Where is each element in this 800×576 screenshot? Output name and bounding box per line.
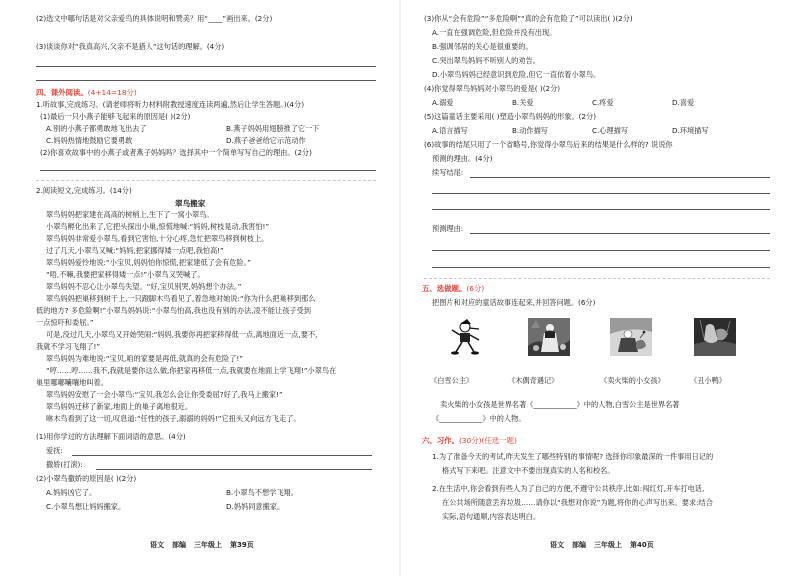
option-d[interactable]: D.妈妈同意搬家。 [226, 502, 285, 511]
passage-line: “哼……哼……我不,我就是要你这么做,你把家再移低一点,我就要在地面上学飞翔!”小翠鸟在 [46, 366, 337, 375]
section-label: 五、选做题。 [422, 284, 467, 293]
book-title-pinocchio[interactable]: 《木偶奇遇记》 [508, 376, 559, 385]
option-b[interactable]: B.关爱 [512, 98, 534, 107]
match-girl-picture[interactable] [610, 318, 652, 356]
reading-question: 2.阅读短文,完成练习。(14分) [36, 186, 132, 195]
passage-line: 咻木鸟看到了这一切,叹息道:“任性的孩子,溺溺的妈妈!”它扭头又向远方飞走了。 [46, 414, 301, 423]
continuation-label: 续写结尾: [432, 168, 464, 177]
passage-line: 翠鸟妈妈把巢移到树干上,一只蹬脚木鸟看见了,着急地对她说:“你为什么把巢移到那么 [46, 294, 316, 303]
footer-grade: 三年级上 [594, 541, 622, 549]
listen-sub-2: (2)你喜欢故事中的小燕子或者燕子妈妈吗？选择其中一个简单写写自己的理由。(2分) [40, 148, 312, 157]
answer-line[interactable] [36, 80, 376, 81]
footer-page-number: 第40页 [630, 541, 654, 549]
fill-blank-1[interactable]: 卖火柴的小女孩是世界名著《____________》中的人物,白雪公主是世界名著 [440, 400, 680, 409]
word-1-label: 爱抚: [46, 446, 63, 455]
passage-line: 翠鸟妈妈为难地说:“宝贝,咱的家要是再低,就真的会有危险了!” [46, 354, 244, 363]
passage-line: 翠鸟妈妈迁移了新家,地面上的巢子离地很近。 [46, 402, 193, 411]
page-footer [150, 540, 262, 550]
option-d[interactable]: D.环境描写 [672, 126, 709, 135]
option-d[interactable]: D.小翠鸟妈妈已经意识到危险,但它一直依着小翠鸟。 [432, 70, 601, 79]
footer-subject: 语文 [550, 541, 564, 549]
word-2-answer[interactable] [96, 469, 372, 470]
page-footer [550, 540, 662, 550]
book-title-ugly-duckling[interactable]: 《丑小鸭》 [690, 376, 726, 385]
footer-subject: 语文 [150, 541, 164, 549]
passage-line: 一点惊吓和委屈。” [36, 318, 94, 327]
ugly-duckling-picture[interactable] [694, 318, 736, 356]
ugly-duckling-illustration [694, 318, 736, 356]
answer-line[interactable] [470, 177, 770, 178]
answer-line[interactable] [470, 233, 770, 234]
question-2: (2)选文中哪句话是对父亲爱鸟的具体说明和赞美？用“____”画出来。(2分) [36, 14, 273, 23]
question-5: (5)这篇童话主要采用( )塑造小翠鸟妈妈的形象。(2分) [424, 112, 597, 121]
match-girl-illustration [610, 318, 652, 356]
answer-line[interactable] [432, 267, 770, 268]
passage-line: 我就不学习飞翔了!” [36, 342, 101, 351]
listen-question: 1.听故事,完成练习。(请老师将听力材料附教授速度连读两遍,然后让学生答题。)(4分) [36, 100, 304, 109]
divider [36, 180, 376, 181]
passage-title: 翠鸟搬家 [175, 199, 206, 208]
passage-line: 翠鸟妈妈把家建在高高的树梢上,生下了一窝小翠鸟。 [46, 210, 214, 219]
answer-line[interactable] [432, 250, 770, 251]
option-b[interactable]: B.燕子妈妈用翅膀推了它一下 [226, 124, 320, 133]
book-title-match-girl[interactable]: 《卖火柴的小女孩》 [600, 376, 665, 385]
option-a[interactable]: A.语言描写 [432, 126, 468, 135]
passage-line: 翠鸟妈妈非常爱小翠鸟,看到它害怕,十分心疼,急忙把翠鸟移到树枝上。 [46, 234, 269, 243]
option-b[interactable]: B.小翠鸟不想学飞翔。 [226, 488, 298, 497]
option-a[interactable]: A.别的小燕子都勇敢地飞出去了 [46, 124, 147, 133]
reading-sub-1: (1)用你学过的方法理解下面词语的意思。(4分) [36, 432, 186, 441]
writing-prompt-2-cont: 实际,语句通顺,内容表达明白。 [442, 512, 541, 521]
instruction: 把图片和对应的童话故事连起来,并回答问题。(6分) [432, 298, 596, 307]
option-c[interactable]: C.疼爱 [592, 98, 614, 107]
passage-line: 小翠鸟孵化出来了,它把头探出小巢,惊慌地喊:“妈妈,树枝晃动,我害怕!” [46, 222, 270, 231]
answer-line[interactable] [36, 66, 376, 67]
footer-edition: 部编 [572, 541, 586, 549]
passage-line: 过了几天,小翠鸟又喊:“妈妈,把家挪得矮一点吧,我怕高!” [46, 246, 224, 255]
writing-prompt-2-cont: 在公共场所随意丢弃垃圾……请你以“我想对你说”为题,将你的心声写出来。要求:结合 [442, 498, 713, 507]
option-c[interactable]: C.小翠鸟想让妈妈搬家。 [46, 502, 126, 511]
option-a[interactable]: A.妈妈凶它了。 [46, 488, 97, 497]
section-points: (4+14=18分) [87, 88, 137, 97]
section-6-heading [422, 436, 517, 445]
answer-line[interactable] [432, 193, 770, 194]
option-b[interactable]: B.强调邻居的关心是很重要的。 [432, 42, 533, 51]
word-2-label: 撒娇(打滚): [46, 460, 83, 469]
section-points: (30分)(任选一题) [458, 436, 517, 445]
pinocchio-picture[interactable] [446, 318, 488, 356]
question-6-cont: 预测的理由。(4分) [432, 154, 493, 163]
option-d[interactable]: D.喜爱 [672, 98, 695, 107]
question-6: (6)故事的结尾只用了一个省略号,你觉得小翠鸟后来的结果是什么样的? 说说你 [424, 140, 673, 149]
snow-white-picture[interactable] [528, 318, 570, 356]
answer-line[interactable] [40, 170, 376, 171]
answer-line[interactable] [432, 209, 770, 210]
option-d[interactable]: D.燕子爸爸给它示范动作 [226, 136, 306, 145]
question-3: (3)你从“会有危险”“多危险啊”“真的会有危险了”可以读出( )(2分) [424, 14, 633, 23]
passage-line: 翠鸟妈妈爱怜地说:“小宝贝,妈妈怕你惊慌,把家建低了会有危险。” [46, 258, 251, 267]
pinocchio-illustration [446, 318, 488, 356]
option-c[interactable]: C.妈妈热情地鼓励它要勇敢 [46, 136, 133, 145]
right-page [400, 0, 800, 576]
passage-line: 低的地方? 多危险啊!”小翠鸟妈妈说:“小翠鸟怕高,我也没有别的办法,凌不能让孩子受到 [36, 306, 311, 315]
section-label: 六、习作。 [422, 436, 459, 445]
writing-prompt-1-cont: 格式写下来吧。注意文中不要出现真实的人名和校名。 [442, 466, 615, 475]
snow-white-illustration [528, 318, 570, 356]
listen-sub-1: (1)最后一只小燕子能够飞起来的原因是( )(2分) [40, 112, 191, 121]
reading-sub-2: (2)小翠鸟撒娇的原因是( )(2分) [36, 474, 137, 483]
option-a[interactable]: A.一直在强调危险,但危险并没有出现。 [432, 28, 557, 37]
option-c[interactable]: C.心理描写 [592, 126, 629, 135]
word-1-answer[interactable] [72, 455, 372, 456]
footer-page-number: 第39页 [230, 541, 254, 549]
section-5-heading [422, 284, 484, 293]
option-b[interactable]: B.动作描写 [512, 126, 548, 135]
passage-line: 可是,没过几天,小翠鸟又开始哭闹:“妈妈,我要你再把家移得低一点,离地面近一点,要不, [46, 330, 318, 339]
book-title-snow-white[interactable]: 《白雪公主》 [430, 376, 474, 385]
divider [424, 278, 770, 279]
passage-line: 翠鸟妈妈不忍心让小翠鸟失望。“好,宝贝别哭,妈妈想个办法。” [46, 282, 242, 291]
reason-label: 预测理由: [432, 224, 464, 233]
passage-line: “唔,不嘛,我要把家移得矮一点!”小翠鸟又哭喊了。 [46, 270, 205, 279]
question-3: (3)谈谈你对“我真高兴,父亲不是猎人”这句话的理解。(4分) [36, 42, 225, 51]
question-4: (4)你觉得翠鸟妈妈对小翠鸟的爱是( )(2分) [424, 84, 561, 93]
section-points: (6分) [466, 284, 485, 293]
option-a[interactable]: A.溺爱 [432, 98, 454, 107]
footer-grade: 三年级上 [194, 541, 222, 549]
fill-blank-2[interactable]: 《____________》中的人物。 [432, 414, 526, 423]
option-c[interactable]: C.突出翠鸟妈妈不听别人的劝告。 [432, 56, 540, 65]
writing-prompt-2: 2.在生活中,你会看到有些人为了自己的方便,不遵守公共秩序,比如:闯红灯,开车打电话, [432, 484, 705, 493]
writing-prompt-1: 1.为了准备今天的考试,昨天发生了哪些特别的事情呢? 选择你印象最深的一件事用日记的 [432, 452, 714, 461]
section-label: 四、课外阅读。 [36, 88, 88, 97]
footer-edition: 部编 [172, 541, 186, 549]
section-4-heading [36, 88, 137, 97]
passage-line: 巢里哪嘟囔嚷地叫着。 [36, 378, 108, 387]
passage-line: 翠鸟妈妈安慰了一会小翠鸟:“宝贝,我怎么会让你受委屈?好了,我马上搬家!” [46, 390, 283, 399]
